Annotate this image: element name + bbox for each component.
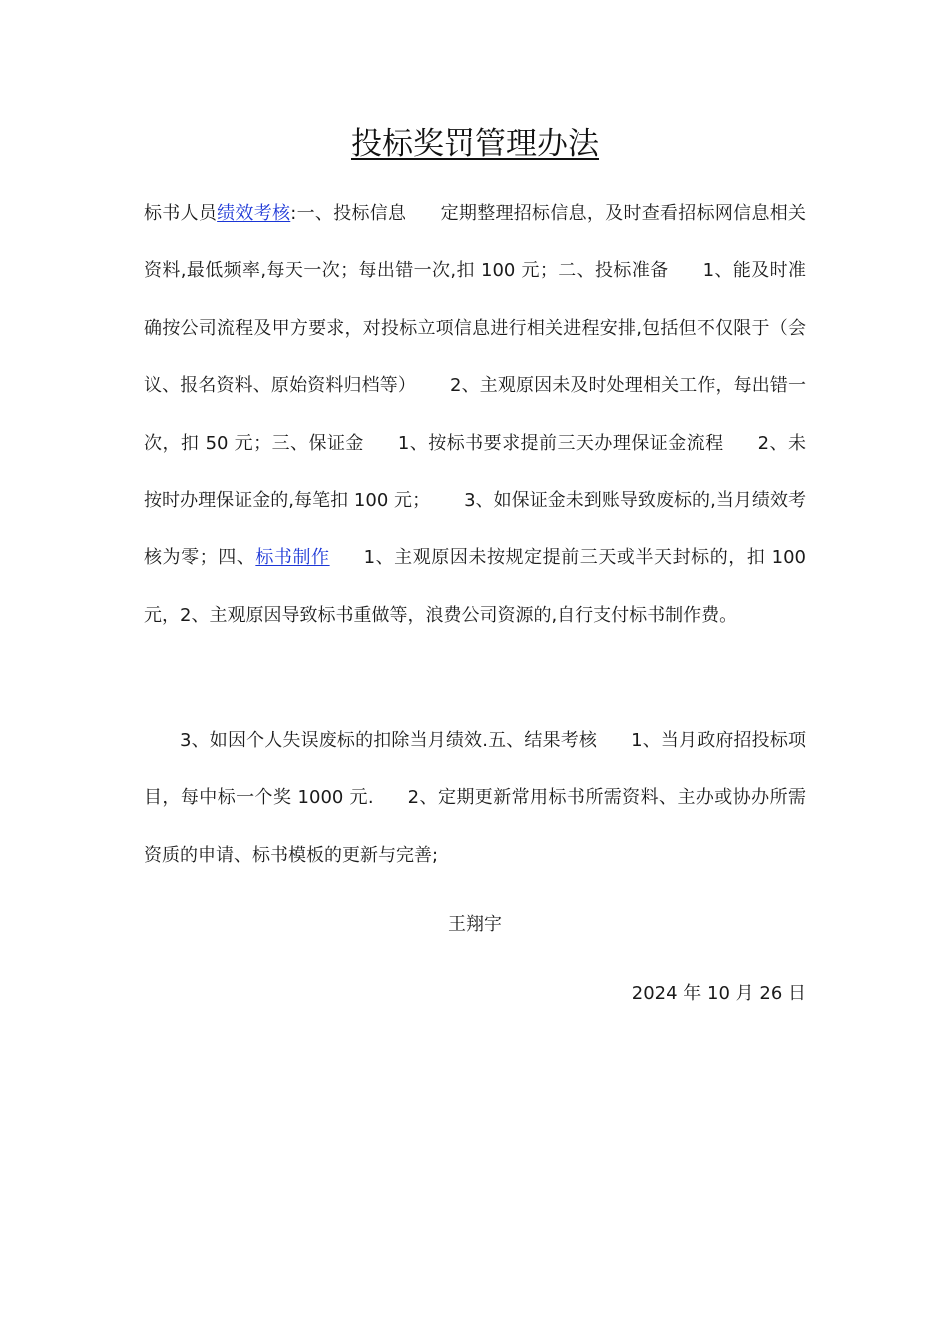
- para1-text-7: 2、未按时办理保证金的,每笔扣 100 元；: [144, 432, 806, 512]
- document-date: 2024 年 10 月 26 日: [631, 983, 806, 1004]
- para1-text-4: 1、能及时准确按公司流程及甲方要求，对投标立项信息进行相关进程安排,包括但不仅限于（会议、报名资料、原始资料归档等）: [144, 260, 807, 397]
- para1-text-2: :一、投标信息: [290, 203, 407, 224]
- para1-text-9: 1、主观原因未按规定提前三天或半天封标的，扣 100 元，2、主观原因导致标书重做等，浪费公司资源的,自行支付标书制作费。: [144, 547, 807, 626]
- para1-text-5: 2、主观原因未及时处理相关工作，每出错一次，扣 50 元；三、保证金: [144, 375, 807, 454]
- para1-text-3: 定期整理招标信息，及时查看招标网信息相关资料,最低频率,每天一次；每出错一次,扣 100 元；二、投标准备: [144, 203, 807, 282]
- para1-text-1: 标书人员: [144, 203, 218, 224]
- signature-name: 王翔宇: [448, 914, 502, 935]
- document-title: 投标奖罚管理办法: [351, 126, 599, 162]
- body-paragraph-2: [144, 712, 806, 884]
- para2-text-2: 1、当月政府招投标项目，每中标一个奖 1000 元.: [144, 730, 807, 809]
- para2-text-1: 3、如因个人失误废标的扣除当月绩效.五、结果考核: [180, 730, 598, 751]
- para1-text-8: 3、如保证金未到账导致废标的,当月绩效考核为零；四、: [144, 490, 806, 569]
- para1-text-6: 1、按标书要求提前三天办理保证金流程: [397, 432, 724, 454]
- body-paragraph-1: [144, 185, 806, 644]
- para2-text-3: 2、定期更新常用标书所需资料、主办或协办所需资质的申请、标书模板的更新与完善;: [144, 787, 806, 866]
- performance-review-link[interactable]: 绩效考核: [217, 203, 291, 224]
- bid-document-production-link[interactable]: 标书制作: [255, 547, 330, 569]
